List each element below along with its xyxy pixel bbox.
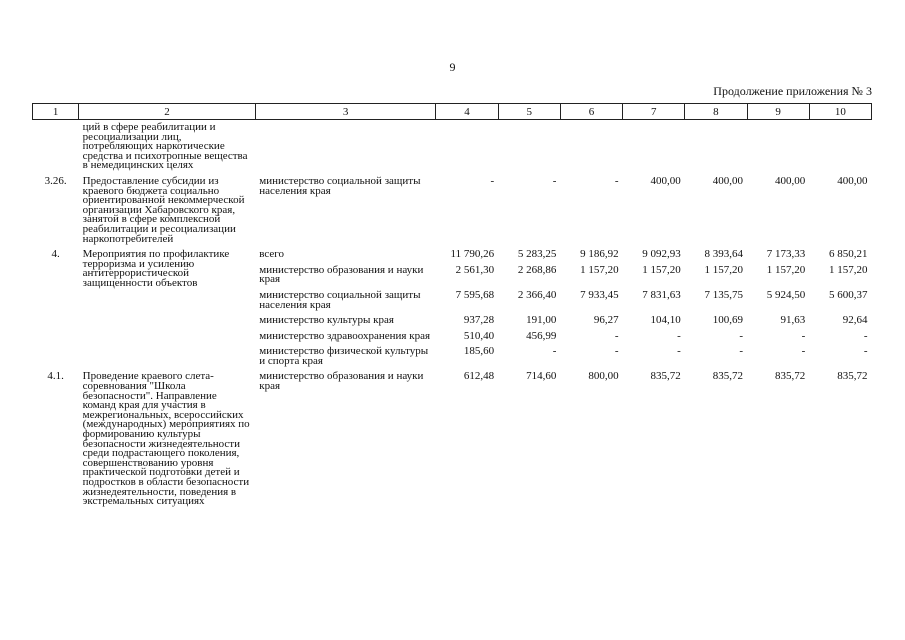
value-cell: 835,72	[774, 370, 806, 383]
value-cell: 835,72	[837, 370, 868, 383]
responsible-body: министерство образования и науки края	[259, 263, 424, 286]
header-row	[33, 104, 872, 120]
row-index: 3.26.	[44, 174, 67, 187]
row-index	[33, 120, 79, 174]
value-cell: 2 268,86	[517, 263, 557, 276]
value-cell: 104,10	[650, 314, 681, 327]
column-header: 5	[498, 104, 560, 120]
value-cell: 937,28	[463, 314, 495, 327]
value-cell: 7 595,68	[455, 288, 495, 301]
value-cell: 1 157,20	[704, 263, 744, 276]
row-description: ций в сфере реабилитации и ресоциализации лиц, потребляющих наркотические средства и психотропные вещества в немедицинских целях	[82, 121, 248, 172]
value-cell: 5 283,25	[517, 248, 557, 261]
table-row	[33, 174, 872, 247]
value-cell: -	[801, 329, 806, 342]
value-cell: 400,00	[837, 174, 868, 187]
value-cell: 9 186,92	[580, 248, 619, 261]
responsible-body: всего	[259, 248, 285, 261]
value-cell: -	[677, 345, 681, 358]
responsible-body	[255, 120, 436, 174]
value-cell: -	[739, 329, 744, 342]
budget-table	[32, 103, 872, 510]
value-cell: -	[614, 329, 619, 342]
column-header: 10	[809, 104, 871, 120]
row-description: Проведение краевого слета-соревнования "Школа безопасности". Направление команд края для участия в межрегиональных, всероссийских (международных) мероприятиях по формированию культуры безопасности жизнедеятельности среди подрастающего поколения, совершенствованию уровня практической подготовки детей и подростков в области безопасности жизнедеятельности, поведения в экстремальных ситуациях	[82, 370, 250, 508]
value-cell: 9 092,93	[642, 248, 681, 261]
value-cell: -	[863, 329, 868, 342]
value-cell: -	[863, 345, 868, 358]
responsible-body: министерство физической культуры и спорта края	[259, 345, 429, 367]
value-cell: 400,00	[774, 174, 806, 187]
value-cell: 1 157,20	[829, 263, 868, 276]
column-header: 1	[33, 104, 79, 120]
responsible-body: министерство здравоохранения края	[259, 329, 431, 342]
responsible-body: министерство социальной защиты населения края	[259, 174, 421, 197]
value-cell: 7 831,63	[642, 288, 681, 301]
value-cell: -	[677, 329, 681, 342]
value-cell: 7 173,33	[766, 248, 806, 261]
value-cell: 400,00	[712, 174, 744, 187]
responsible-body: министерство культуры края	[259, 314, 394, 327]
value-cell: 11 790,26	[450, 248, 495, 261]
value-cell: 100,69	[712, 314, 744, 327]
row-description: Предоставление субсидии из краевого бюджета социально ориентированной некоммерческой организации Хабаровского края, занятой в сфере комплексной реабилитации и ресоциализации наркопотребителей	[82, 174, 245, 245]
value-cell: 6 850,21	[829, 248, 868, 261]
value-cell: 8 393,64	[704, 248, 744, 261]
column-header: 2	[79, 104, 256, 120]
responsible-body: министерство социальной защиты населения края	[259, 288, 421, 311]
value-cell: 96,27	[593, 314, 619, 327]
value-cell	[560, 120, 622, 174]
value-cell: -	[614, 174, 619, 187]
table-row	[33, 120, 872, 174]
column-header: 4	[436, 104, 498, 120]
column-header: 3	[255, 104, 436, 120]
value-cell: 92,64	[842, 314, 868, 327]
value-cell	[436, 120, 498, 174]
row-description: Мероприятия по профилактике терроризма и усилению антитеррористической защищенности объектов	[82, 248, 230, 289]
value-cell: 456,99	[526, 329, 557, 342]
table-row	[33, 369, 872, 509]
table-row	[33, 247, 872, 263]
value-cell: -	[552, 345, 557, 358]
value-cell: 612,48	[463, 370, 495, 383]
value-cell: -	[614, 345, 619, 358]
value-cell: 1 157,20	[580, 263, 619, 276]
value-cell: 835,72	[712, 370, 744, 383]
continuation-note: Продолжение приложения № 3	[713, 84, 872, 98]
value-cell	[685, 120, 747, 174]
value-cell: 1 157,20	[766, 263, 806, 276]
responsible-body: министерство образования и науки края	[259, 370, 424, 393]
value-cell: 1 157,20	[642, 263, 681, 276]
value-cell: 7 135,75	[704, 288, 744, 301]
value-cell	[809, 120, 871, 174]
value-cell: 714,60	[526, 370, 557, 383]
value-cell: 185,60	[463, 345, 495, 358]
value-cell: 800,00	[588, 370, 619, 383]
column-header: 6	[560, 104, 622, 120]
value-cell: 5 600,37	[829, 288, 868, 301]
page-number: 9	[449, 60, 456, 74]
value-cell: 2 561,30	[455, 263, 495, 276]
value-cell: 91,63	[780, 314, 806, 327]
value-cell: 400,00	[650, 174, 681, 187]
value-cell: -	[739, 345, 744, 358]
value-cell: 835,72	[650, 370, 681, 383]
value-cell: 7 933,45	[580, 288, 619, 301]
value-cell: -	[490, 174, 495, 187]
value-cell: 191,00	[526, 314, 557, 327]
column-header: 8	[685, 104, 747, 120]
value-cell	[623, 120, 685, 174]
value-cell	[747, 120, 809, 174]
column-header: 9	[747, 104, 809, 120]
value-cell: 510,40	[463, 329, 495, 342]
value-cell: -	[552, 174, 557, 187]
value-cell	[498, 120, 560, 174]
value-cell: 5 924,50	[766, 288, 806, 301]
row-index: 4.1.	[47, 370, 64, 383]
row-index: 4.	[51, 248, 60, 261]
column-header: 7	[623, 104, 685, 120]
value-cell: -	[801, 345, 806, 358]
value-cell: 2 366,40	[517, 288, 557, 301]
